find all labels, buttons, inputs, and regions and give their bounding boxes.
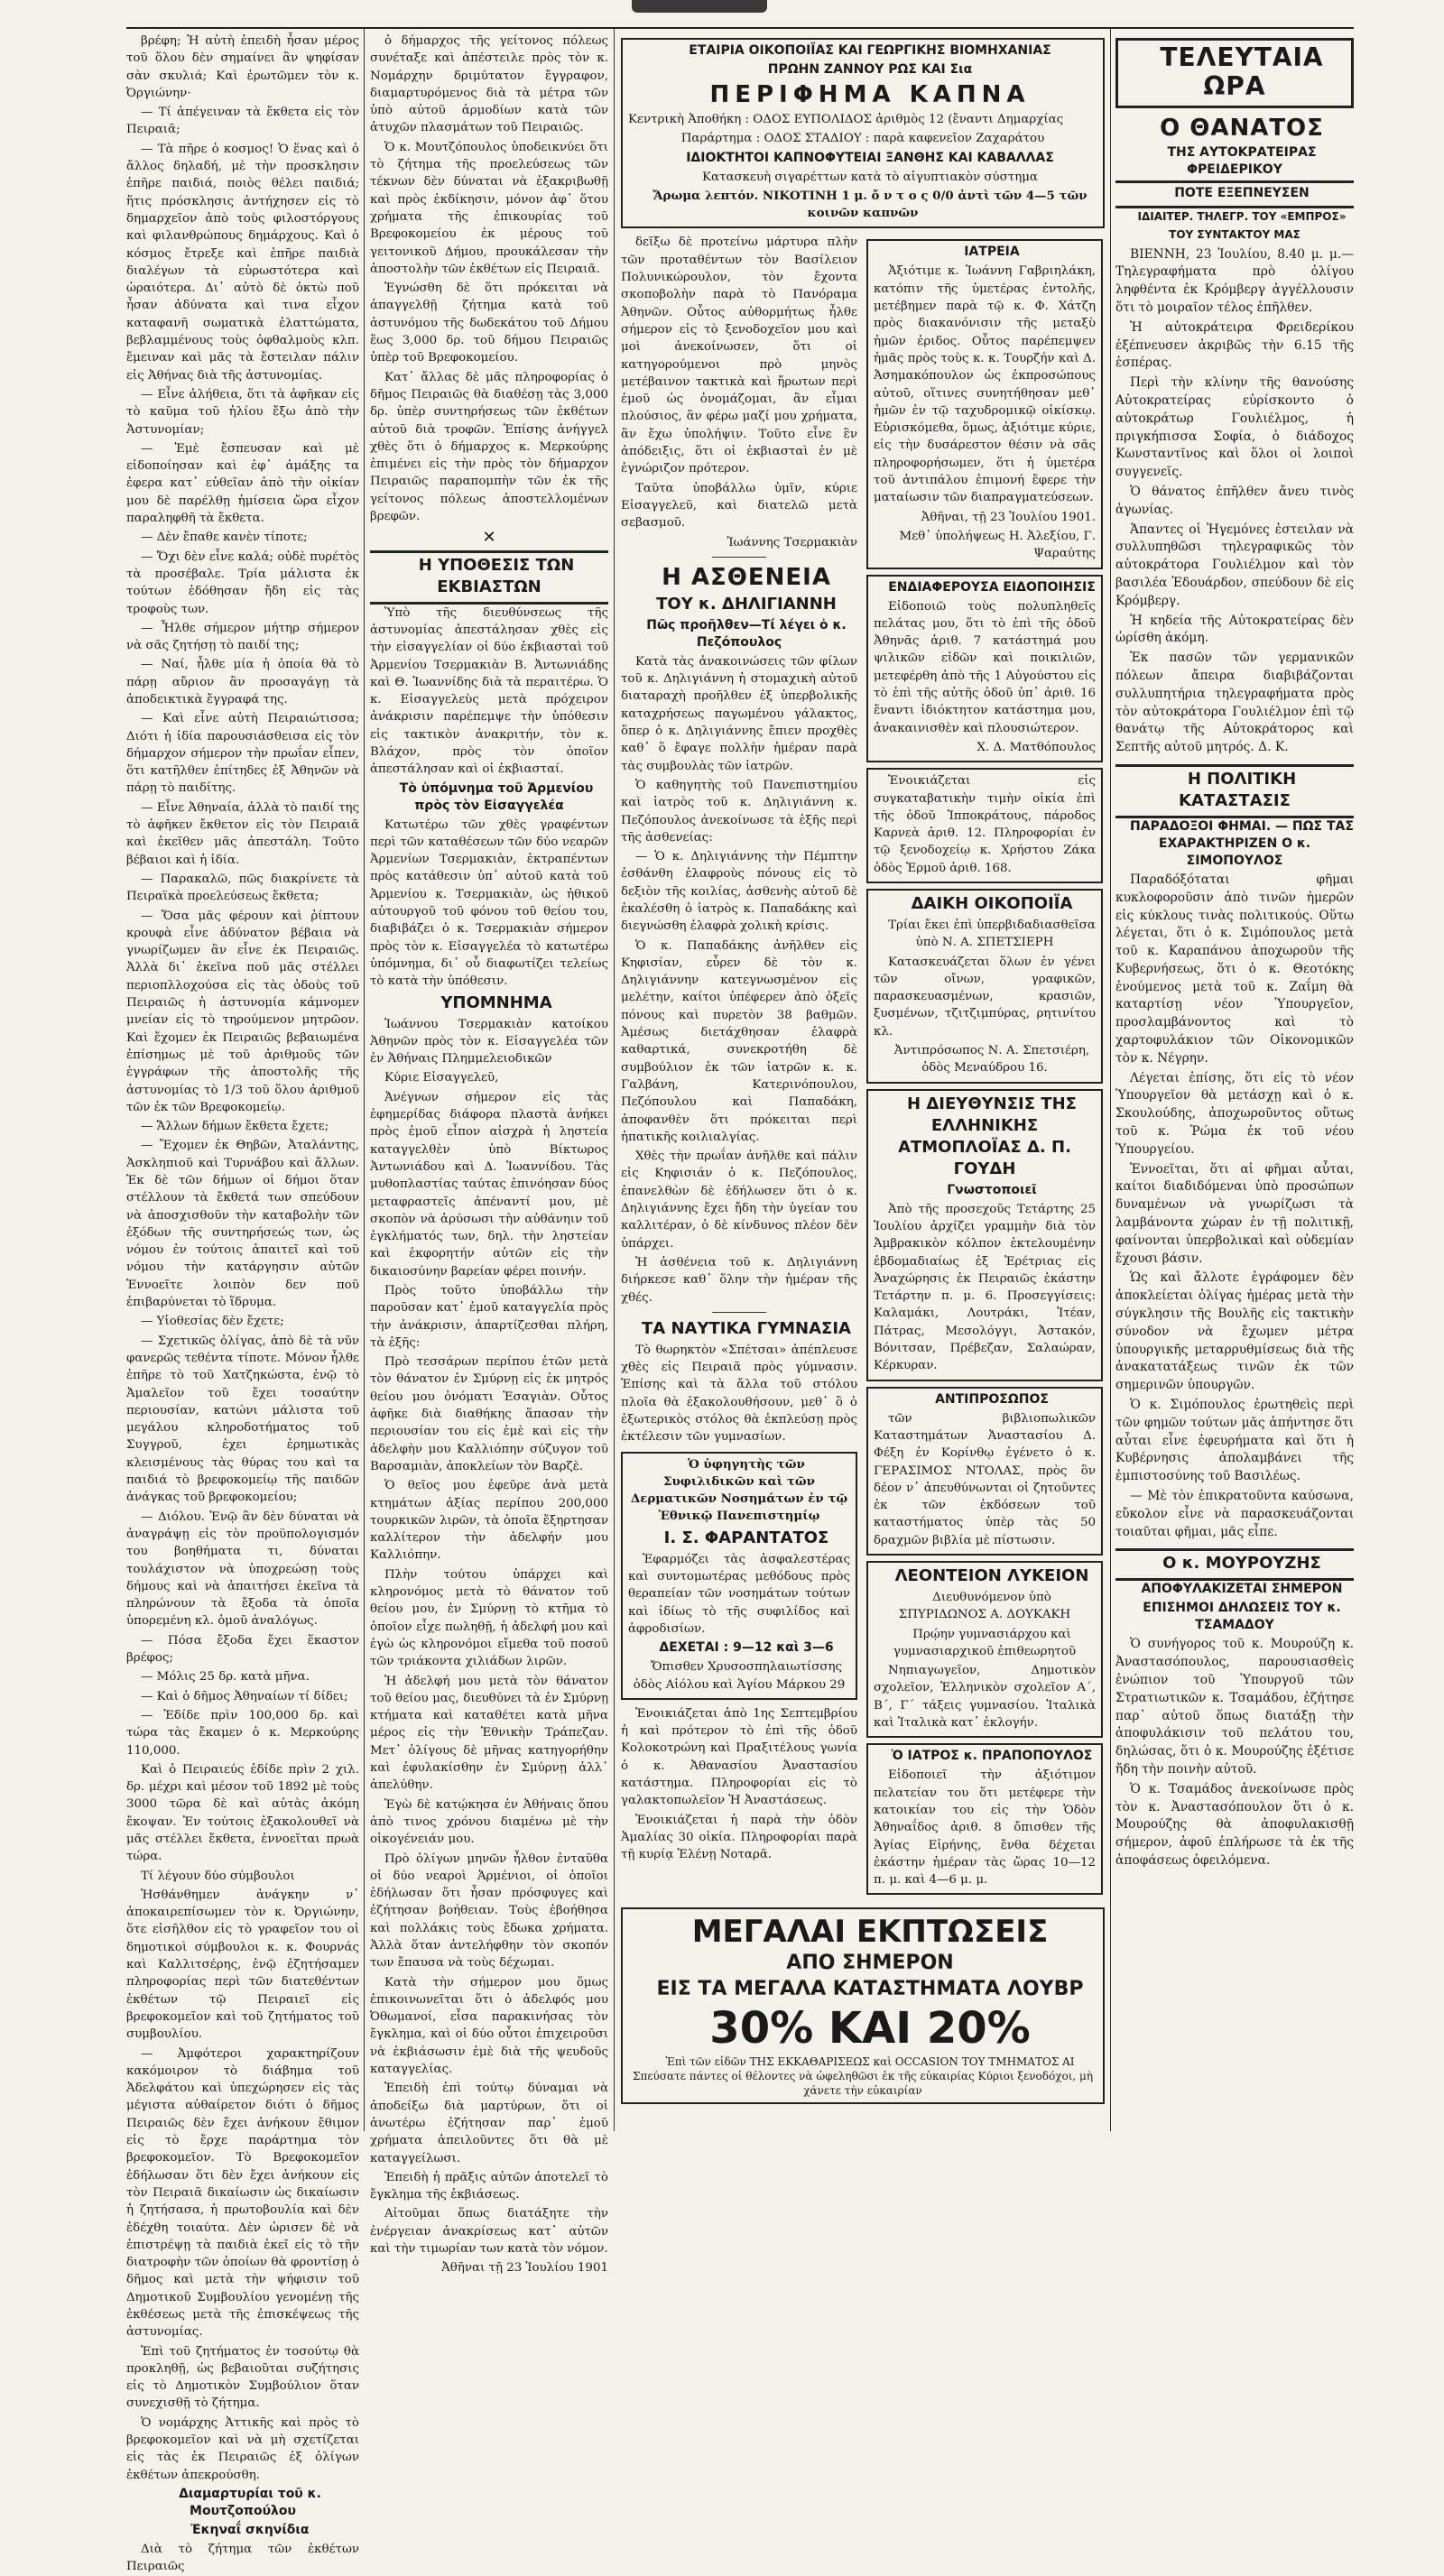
dateline: ΙΔΙΑΙΤΕΡ. ΤΗΛΕΓΡ. ΤΟΥ «ΕΜΠΡΟΣ» ΤΟΥ ΣΥΝΤΑΚΤΟΥ ΜΑΣ (1137, 210, 1347, 241)
article-paragraph: Πρὸς τοῦτο ὑποβάλλω τὴν παροῦσαν κατ᾽ ἐμοῦ καταγγελία πρὸς τὴν ἀνάκρισιν, ἀπαρτίζεσθαι πλήρη, τὰ ἑξῆς: (370, 1284, 608, 1350)
column-rule (614, 29, 615, 2131)
article-paragraph: — Σχετικῶς ὀλίγας, ἀπὸ δὲ τὰ νῦν φανερῶς τεθέντα τίποτε. Μόνον ἦλθε ἐπῆρε τὸ τοῦ Χατζηκώστα, ἐνῷ τὸ Ἀμαλεῖον τοῦ ἔχει τοσαύτην περιουσίαν, κατώνι μάλιστα τοῦ μεγάλου κληροδοτήματος τοῦ Συγγροῦ, ἐχει ἐρημωτικὰς κλεισμένους τὰς θύρας του καὶ τα παιδιά τὸ βρεφοκομείῳ τῆς παιδῶν ἀνάγκας τοῦ βρεφοκομείου; (126, 1334, 359, 1505)
notice-ad (866, 239, 1103, 568)
last-hour-box (1115, 38, 1354, 108)
article-paragraph: Τὸ θωρηκτὸν «Σπέτσαι» ἀπέπλευσε χθὲς εἰς Πειραιᾶ πρὸς γύμνασιν. Ἐπίσης καὶ τὰ ἄλλα τοῦ στόλου πλοῖα θὰ ἐξακολουθήσουν, μεθ᾽ ὃ ὁ ἐξωτερικὸς στόλος θὰ ἐκπλεύσῃ πρὸς ἐκτέλεσιν τῶν γυμνασίων. (621, 1343, 857, 1445)
article-paragraph: Ἁπαντες οἱ Ἡγεμόνες ἐστειλαν νὰ συλλυπηθῶσι τηλεγραφικῶς τὸν αὐτοκράτορα Γουλιέλμον καὶ τὸν βασιλέα Ἐδουάρδον, σπεύδουν δὲ εἰς Κρόμβεργ. (1115, 522, 1354, 608)
ad-text: Ὁ ὑφηγητὴς τῶν Συφιλιδικῶν καὶ τῶν Δερματικῶν Νοσημάτων ἐν τῷ Ἐθνικῷ Πανεπιστημίῳ (630, 1456, 848, 1524)
ad-title: ΛΕΟΝΤΕΙΟΝ ΛΥΚΕΙΟΝ (894, 1566, 1089, 1585)
article-paragraph: Διὰ τὸ ζήτημα τῶν ἐκθέτων Πειραιῶς (126, 2542, 359, 2574)
dateline: Ἀθῆναι τῇ 23 Ἰουλίου 1901 (441, 2261, 608, 2276)
classifieds (621, 1705, 857, 1864)
article-paragraph: — Παρακαλῶ, πῶς διακρίνετε τὰ Πειραϊκὰ προελεύσεως ἔκθετα; (126, 872, 359, 904)
article-subheading: Ἐκηναΐ σκηνίδια (190, 2522, 310, 2537)
article-body (126, 32, 359, 2484)
sub-column-right (866, 234, 1103, 1900)
wine-ad (866, 889, 1103, 1084)
article-paragraph: — Ὄχι δὲν εἶνε καλά; οὐδὲ πυρέτὸς τὰ προσέβαλε. Τρία μάλιστα ἐκ τούτων ἐδόθησαν ἤδη εἰς τὰς τροφοὺς των. (126, 549, 359, 616)
ad-title: ΔΑΙΚΗ ΟΙΚΟΠΟΙΪΑ (911, 893, 1073, 913)
article-paragraph: Ἐνοικιάζεται ἀπὸ 1ης Σεπτεμβρίου ἡ καὶ πρότερον τὸ ἐπὶ τῆς ὁδοῦ Κολοκοτρώνη καὶ Πραξιτέλους γωνία ὁ κ. Ἀθανασίου Ἀναστασίου κατάστημα. Πληροφορίαι εἰς τὸ γαλακτοπωλεῖον Ἡ Ἀναστάσεως. (621, 1706, 857, 1808)
article-paragraph: Πρὸ τεσσάρων περίπου ἐτῶν μετὰ τὸν θάνατον ἐν Σμύρνῃ εἰς ἐκ μητρός θείου μου ὀνόματι Ἐσαγιὰν. Οὗτος ἀφῆκε διὰ διαθήκης ἅπασαν τὴν περιουσίαν του εἰς ἐμὲ καὶ εἰς τὴν ἀδελφὴν μου Καλλιόπην σύζυγον τοῦ Βαρσαμιὰν, ἀποκλείων τὸν Βαρζὲ. (370, 1355, 608, 1473)
dateline: Ἀθῆναι, τῇ 23 Ἰουλίου 1901. (921, 510, 1096, 524)
ad-subtitle: Διευθυνόμενον ὑπὸ ΣΠΥΡΙΔΩΝΟΣ Α. ΔΟΥΚΑΚΗ (898, 1591, 1071, 1622)
article-heading: Διαμαρτυρίαι τοῦ κ. Μουτζοπούλου (179, 2486, 321, 2518)
ad-title: Ὁ ΙΑΤΡΟΣ κ. ΠΡΑΠΟΠΟΥΛΟΣ (891, 1749, 1093, 1764)
article-paragraph: Ἐπειδὴ ἡ πρᾶξις αὐτῶν ἀποτελεῖ τὸ ἔγκλημα τῆς ἐκβιάσεως. (370, 2170, 608, 2202)
bookshop-ad (866, 1387, 1103, 1556)
article-paragraph: Ἐγὼ δὲ κατῴκησα ἐν Ἀθήναις ὅπου ἀπὸ τινος χρόνου διαμένω μὲ τὴν οἰκογένειάν μου. (370, 1797, 608, 1847)
ad-title: ΕΝΔΙΑΦΕΡΟΥΣΑ ΕΙΔΟΠΟΙΗΣΙΣ (888, 579, 1096, 595)
tobacco-ad (621, 38, 1105, 228)
article-paragraph: — Καὶ εἶνε αὐτὴ Πειραιώτισσα; Διότι ἡ ἰδία παρουσιάσθεισα εἰς τὸν δήμαρχον σήμερον τὴν πρωΐαν εἶπεν, ὅτι κατῆλθεν ἐπίτηδες ἐξ Ἀθηνῶν νὰ πάρῃ τὸ παιδίτης. (126, 712, 359, 796)
notice-ad (866, 575, 1103, 763)
signature: Μεθ᾽ ὑπολήψεως Η. Ἀλεξίου, Γ. Ψαραύτης (899, 529, 1096, 561)
article-heading: Η ΠΟΛΙΤΙΚΗ ΚΑΤΑΣΤΑΣΙΣ (1179, 769, 1297, 810)
article-paragraph: Ἐγνώσθη δὲ ὅτι πρόκειται νὰ ἀπαγγελθῇ ζήτημα κατὰ τοῦ ἀστυνόμου τῆς δωδεκάτου τοῦ Δήμου ἕως 3,000 δρ. τοῦ δήμου Πειραιῶς ὑπὲρ τοῦ Βρεφοκομείου. (370, 282, 608, 365)
article-paragraph: — Υἱοθεσίας δὲν ἔχετε; (141, 1315, 284, 1329)
article-paragraph: Ὁ νομάρχης Ἀττικῆς καὶ πρὸς τὸ βρεφοκομεῖον καὶ νὰ μὴ σχετίζεται εἰς τὰς ἐκ Πειραιῶς ἐξ ὀλίγων ἐκθέτων ἀπεκρούσθη. (126, 2415, 359, 2482)
column-3 (621, 32, 1105, 2126)
article-paragraph: Ἡσθάνθημεν ἀνάγκην ν᾽ ἀποκαιρεπίσωμεν τὸν κ. Ὀργιώνην, ὅτε εἰσῆλθον εἰς τὸ γραφεῖον του οἱ δημοτικοὶ σύμβουλοι κ. κ. Φουρνάς καὶ Καλλιτσέρης, ἐνῷ ἐζητήσαμεν πληροφορίας περὶ τῶν διατεθέντων ἐκθέτων τῷ Πειραιεῖ εἰς βρεφοκομεῖον καὶ τοῦ ζητήματος τοῦ συμβουλίου. (126, 1888, 359, 2042)
ad-hours: ΔΕΧΕΤΑΙ : 9—12 καὶ 3—6 (659, 1640, 834, 1656)
article-paragraph: Αἰτοῦμαι ὅπως διατάξητε τὴν ἐνέργειαν ἀνακρίσεως κατ᾽ αὐτῶν καὶ τὴν τιμωρίαν των κατὰ τὸν νόμον. (370, 2207, 608, 2257)
column-rule (1110, 29, 1111, 2131)
article-subheading: ΕΠΙΣΗΜΟΙ ΔΗΛΩΣΕΙΣ ΤΟΥ κ. ΤΣΑΜΑΔΟΥ (1143, 1601, 1341, 1633)
ad-title: Η ΔΙΕΥΘΥΝΣΙΣ ΤΗΣ ΕΛΛΗΝΙΚΗΣ ΑΤΜΟΠΛΟΪΑΣ Δ. Π. ΓΟΥΔΗ (898, 1094, 1077, 1178)
article-paragraph: Τί λέγουν δύο σύμβουλοι (141, 1869, 295, 1883)
ad-title: ΑΝΤΙΠΡΟΣΩΠΟΣ (935, 1391, 1049, 1407)
article-paragraph: Περὶ τὴν κλίνην τῆς θανούσης Αὐτοκρατείρας εὑρίσκοντο ὁ αὐτοκράτωρ Γουλιέλμος, ἡ πριγκήπισσα Σοφία, ὁ διάδοχος Κωνσταντῖνος καὶ ὅλοι οἱ λοιποὶ συγγενεῖς. (1115, 375, 1354, 480)
article-paragraph: — Ἔχομεν ἐκ Θηβῶν, Ἀταλάντης, Ἀσκληπιοῦ καὶ Τυρνάβου καὶ ἄλλων. Ἐκ δὲ τῶν δήμων οἱ δήμοι ὅταν στέλλουν τὰ ἔκθετά των σπεύδουν νὰ ἀποσχισθοῦν τὴν καταβολὴν τῶν ἐξόδων τῆς συντηρήσεώς των, ὡς νόμου ἐν τούτοις ἀπαιτεῖ καὶ τοῦ νόμου τὴν κατάργησιν αὐτῶν Ἐννοεῖτε λοιπὸν δεν ποῦ ἐπιβαρύνεται τὸ ἵδρυμα. (126, 1139, 359, 1310)
article-paragraph: — Διόλου. Ἐνῷ ἂν δὲν δύναται νὰ ἀναγράψῃ εἰς τὸν προϋπολογισμόν του βοηθήματα τι, δύναται τουλάχιστον νὰ ὑποχρεώσῃ τοὺς δήμους καὶ νὰ ἀπαιτήσει ἐκεῖνα τὰ πληρώνουν τὰ ἔξοδα τὰ ὁποῖα ὑπορεμένη κλ. ὁμοῦ ἀναλόγως. (126, 1510, 359, 1629)
article-paragraph: — Ἄλλων δήμων ἔκθετα ἔχετε; (141, 1120, 329, 1134)
article-heading: ΥΠΟΜΝΗΜΑ (440, 993, 552, 1012)
article-body (370, 32, 608, 525)
top-rule (126, 27, 1354, 29)
separator (712, 1312, 766, 1313)
article-heading: ΤΟΥ κ. ΔΗΛΙΓΙΑΝΝΗ (656, 594, 837, 614)
article-paragraph: — Ὁ κ. Δηλιγιάννης τὴν Πέμπτην ἐσθάνθη ἐλαφροὺς πόνους εἰς τὸ δεξιὸν τῆς κοιλίας, ἀσθενὴς αὐτοῦ δὲ ἐκαλέσθη ὁ ἰατρὸς κ. Παπαδάκης καὶ διεγνώσθη ἐλαφρὰ χολικὴ κρίσις. (621, 850, 857, 934)
article-paragraph: Κατωτέρω τῶν χθὲς γραφέντων περὶ τῶν καταθέσεων τῶν δύο νεαρῶν Ἀρμενίων Τσερμακιὰν, ἐκτραπέντων πρὸς κατάθεσιν ὑπ᾽ αὐτοῦ κατὰ τοῦ Ἀρμενίου κ. Τσερμακιὰν, ὡς ἠθικοῦ αὐτουργοῦ τοῦ φόνου τοῦ θείου του, διαβιβάζει ὁ κ. Τσερμακιὰν σήμερον πρὸς τὸν κ. Εἰσαγγελέα τὸ κατωτέρω ὑπόμνημα, δι᾽ οὗ διαφωτίζει τελείως τὸ κατὰ τὴν ὑπόθεσιν. (370, 817, 608, 989)
article-heading: Ο κ. ΜΟΥΡΟΥΖΗΣ (1162, 1554, 1321, 1574)
article-body (370, 605, 608, 779)
separator-ornament: ✕ (482, 528, 496, 548)
article-paragraph: — Πόσα ἔξοδα ἔχει ἕκαστον βρέφος; (126, 1633, 359, 1666)
ad-title: ΙΑΤΡΕΙΑ (964, 245, 1020, 260)
article-paragraph: Ἐπὶ τοῦ ζητήματος ἐν τοσούτῳ θὰ προκληθῇ, ὡς βεβαιοῦται συζήτησις εἰς τὸ Δημοτικὸν Συμβούλιον ὅταν συνεχισθῇ τὸ ζήτημα. (126, 2344, 359, 2411)
article-paragraph: — Μὲ τὸν ἐπικρατοῦντα καύσωνα, εὔκολον εἶνε νὰ παρασκευάζονται τοιαῦται φῆμαι, μᾶς εἶπε. (1115, 1489, 1354, 1539)
ad-text: Τρίαι ἔκει ἐπὶ ὑπερβιδαδιασθεῖσα ὑπὸ Ν. Α. ΣΠΕΤΣΙΕΡΗ (888, 918, 1096, 950)
article-body (370, 817, 608, 991)
article-paragraph: Ἀνέγνων σήμερον εἰς τὰς ἐφημερίδας διάφορα πλαστὰ ἀνήκει πρὸς ἐμοῦ εἶπον αἰσχρὰ ἡ ληστεία καταγγελθὲν ὑπὸ Βίκτωρος Ἀντωνιάδου καὶ Δ. Ἰωαννίδου. Τὰς μυθοπλαστίας ταύτας ἐπινόησαν δύος μεταφραστεῖς ἀπέναντί μου, μὲ σκοπὸν νὰ ἀρύσωσι τὴν αὐθάνηιν τοῦ ἐγκλήματός των, δηλ. τὴν ληστείαν καὶ ἐκφορητήν αὐτῶν εἰς τὴν δικαιοσύνην βαρείαν φέρει ποινήν. (370, 1090, 608, 1279)
article-paragraph: Ἡ αὐτοκράτειρα Φρειδερίκου ἐξέπνευσεν ἀκριβῶς τὴν 6.15 τῆς ἑσπέρας. (1115, 319, 1354, 371)
article-heading: Η ΑΣΘΕΝΕΙΑ (662, 563, 831, 591)
article-paragraph: — Ὅσα μᾶς φέρουν καὶ ῥίπτουν κρουφὰ εἶνε ἀδύνατον βέβαια νὰ γνωρίζωμεν ἂν εἶνε ἐκ Πειραιῶς. Ἀλλὰ δι᾽ ἐκεῖνα ποῦ μᾶς στέλλει περιοπλλοχούσα εἰς τὰς ὁδοὺς τοῦ Πειραιῶς ἡ ἀστυνομία κάμνομεν μνείαν εἰς τὸ τηρούμενον μητρῶον. Καὶ ἔχομεν ἐκ Πειραιῶς βεβαιωμένα ἐπίσημως μὲ τοῦ ἀριθμοῦς τῶν ἐγγράφων τῆς ἀποστολῆς τῆς ἀστυνομίας τὸ 1/3 τοῦ ὅλου ἀριθμοῦ τῶν ἐκ τῶν Βρεφοκομείῳ. (126, 909, 359, 1114)
article-paragraph: Ἡ ἀδελφή μου μετὰ τὸν θάνατον τοῦ θείου μας, διευθύνει τὰ ἐν Σμύρνῃ κτήματα καὶ καταθέτει κατὰ μῆνα μέρος εἰς τὴν Ἐθνικὴν Τράπεζαν. Μετ᾽ ὀλίγους δὲ μῆνας κατηγορήθην καὶ ἐφυλακίσθην ἐν Σμύρνῃ ἀλλ᾽ ἀπελύθην. (370, 1674, 608, 1793)
ad-company-sub: ΠΡΩΗΝ ΖΑΝΝΟΥ ΡΩΣ ΚΑΙ Σια (767, 62, 973, 77)
ad-text: Ἀπὸ τῆς προσεχοῦς Τετάρτης 25 Ἰουλίου ἀρχίζει γραμμὴν διὰ τὸν Ἀμβρακικὸν κόλπον ἐκτελουμένην ἑβδομαδιαίως ἐξ Ἐρέτριας εἰς Ἀναχώρησις ἐκ Πειραιῶς ἑκάστην Τετάρτην π. μ. 6. Προσεγγίσεις: Καλαμάκι, Λουτράκι, Ἰτέαν, Πάτρας, Μεσολόγγι, Ἀστακόν, Βόνιτσαν, Πρέβεζαν, Σαλαώραν, Κέρκυραν. (874, 1202, 1096, 1373)
ad-text: Νηπιαγωγεῖον, Δημοτικὸν σχολεῖον, Ἑλληνικὸν σχολεῖον Α΄, Β΄, Γ΄ τάξεις γυμνασίου. Ἰταλικὰ καὶ Ἰταλικὰ κατ᾽ ἐκλογήν. (874, 1664, 1096, 1731)
article-paragraph: Ὁ συνήγορος τοῦ κ. Μουρούζη κ. Ἀναστασόπουλος, παρουσιασθεὶς ἐνώπιον τοῦ Ὑπουργοῦ τῶν Στρατιωτικῶν κ. Τσαμάδου, ἐζήτησε παρ᾽ αὐτοῦ ὅπως διατάξῃ τὴν ἀποφυλάκισιν τοῦ πελάτου του, δηλώσας, ὅτι ὁ κ. Μουρούζης ἐξέτισε ἤδη τὴν ποινὴν αὐτοῦ. (1115, 1637, 1354, 1777)
article-paragraph: Ὁ κ. Σιμόπουλος ἐρωτηθεὶς περὶ τῶν φημῶν τούτων μᾶς ἀπήντησε ὅτι αὗται εἶνε ἐφευρήματα καὶ ὅτι ἡ Κυβέρνησις ἀπολαμβάνει τῆς ἐμπιστοσύνης τοῦ Βασιλέως. (1115, 1398, 1354, 1484)
article-paragraph: Πλὴν τούτου ὑπάρχει καὶ κληρονόμος μετὰ τὸ θάνατον τοῦ θείου μου, ἐν Σμύρνῃ τὸ κτῆμα τὸ ὁποῖον εἶχε πωληθῇ, ἡ ἀδελφή μου καὶ ἐγὼ ὡς κληρονόμοι εἴμεθα τοῦ ποσοῦ τῶν τριάκοντα χιλιάδων λιρῶν. (370, 1567, 608, 1669)
article-subheading: ΑΠΟΦΥΛΑΚΙΖΕΤΑΙ ΣΗΜΕΡΟΝ (1141, 1582, 1343, 1597)
article-paragraph: Ὁ θάνατος ἐπῆλθεν ἄνευ τινὸς ἀγωνίας. (1115, 484, 1354, 517)
article-paragraph: Ὁ θεῖος μου ἐφεῦρε ἀνὰ μετὰ κτημάτων ἀξίας περίπου 200,000 τουρκικῶν λιρῶν, τὰ ὁποῖα ἔξηρτησαν καλλίτερον τὴν ἀδελφήν μου Καλλιόπην. (370, 1479, 608, 1563)
ad-text: Κατασκευάζεται ὅλων ἐν γένει τῶν οἴνων, γραφικῶν, παρασκευασμένων, κρασιῶν, ξυσμένων, τζιτζιμπύρας, ρητινίτου κλ. (874, 955, 1096, 1039)
shipping-ad (866, 1089, 1103, 1381)
doctor-ad (621, 1452, 857, 1700)
article-body (370, 1016, 608, 2258)
louvre-sale-ad (621, 1907, 1105, 2104)
ad-address: Ἀντιπρόσωπος Ν. Α. Σπετσιέρη, ὁδὸς Μεναύδρου 16. (893, 1044, 1090, 1076)
article-paragraph: — Εἶνε Ἀθηναία, ἀλλὰ τὸ παιδί της τὸ ἀφῆκεν ἔκθετον εἰς τὸν Πειραιᾶ καὶ ἐκεῖθεν μᾶς ἀπεστάλη. Τοῦτο βέβαιοι καὶ ἡ ἰδία. (126, 800, 359, 867)
ad-text: Ἐπὶ τῶν εἰδῶν ΤΗΣ ΕΚΚΑΘΑΡΙΣΕΩΣ καὶ OCCASION ΤΟΥ ΤΜΗΜΑΤΟΣ ΑΙ Σπεύσατε πάντες οἱ θέλοντες νὰ ὠφεληθῶσι ἐκ τῆς εὐκαιρίας Κύριοι ξενοδόχοι, μὴ χάνετε τὴν εὐκαιρίαν (632, 2055, 1094, 2098)
sub-column-left (621, 234, 857, 1900)
article-heading: Η ΥΠΟΘΕΣΙΣ ΤΩΝ ΕΚΒΙΑΣΤΩΝ (418, 555, 575, 596)
article-heading: Ο ΘΑΝΑΤΟΣ (1160, 115, 1324, 142)
article-subheading: ΠΟΤΕ ΕΞΕΠΝΕΥΣΕΝ (1174, 186, 1310, 200)
ad-text: Κατασκευὴ σιγαρέττων κατὰ τὸ αἰγυπτιακὸν σύστημα (702, 170, 1038, 184)
article-paragraph: Κατὰ τὰς ἀνακοινώσεις τῶν φίλων τοῦ κ. Δηλιγιάννη ἡ στομαχικὴ αὐτοῦ διαταραχὴ προῆλθεν ἐξ ὑπερβολικῆς καταχρήσεως παγωμένου γάλακτος, ὅπερ ὁ κ. Δηλιγιάννης ἔπιεν προχθὲς καθ᾽ ὃ ἔφαγε πολλὴν ἡμέραν παρὰ τὰς συμβουλὰς τῶν ἰατρῶν. (621, 654, 857, 773)
article-paragraph: Ἐπειδὴ ἐπὶ τούτῳ δύναμαι νὰ ἀποδείξω διὰ μαρτύρων, ὅτι οἱ ἀνωτέρω ἐζήτησαν παρ᾽ ἐμοῦ χρήματα ἀπειλοῦντες ὅτι θὰ μὲ καταγγείλωσι. (370, 2082, 608, 2165)
article-body (1115, 246, 1354, 757)
separator (712, 557, 766, 558)
ad-title: Ι. Σ. ΦΑΡΑΝΤΑΤΟΣ (663, 1528, 829, 1547)
ad-text: Ἐφαρμόζει τὰς ἀσφαλεστέρας καὶ συντομωτέρας μεθόδους πρὸς θεραπείαν τῶν νοσημάτων τούτων καὶ ἰδίως τὸ τῆς συφιλίδος καὶ ἀφροδισίων. (628, 1552, 850, 1636)
article-paragraph: Ἐνοικιάζεται ἡ παρὰ τὴν ὁδὸν Ἀμαλίας 30 οἰκία. Πληροφορίαι παρὰ τῇ κυρίᾳ Ἑλένῃ Νοταρᾶ. (621, 1813, 857, 1862)
article-paragraph: ὁ δήμαρχος τῆς γείτονος πόλεως συνέταξε καὶ ἀπέστειλε πρὸς τὸν κ. Νομάρχην δριμύτατον ἔγγραφον, διαμαρτυρόμενος διὰ τὰ μέτρα τῶν ὑπὸ αὐτοῦ ἁρμοδίων κατὰ τῶν ἀτυχῶν πλασμάτων τοῦ Πειραιῶς. (370, 34, 608, 135)
article-body (621, 653, 857, 1306)
article-paragraph: βρέφη; Ἡ αὐτὴ ἐπειδὴ ἦσαν μέρος τοῦ ὅλου δὲν σημαίνει ἂν ψηφίσαν σὰν σκυλιά; Καὶ ἐρωτῶμεν τὸν κ. Ὀργιώνην· (126, 34, 359, 100)
ad-text: Ἐνοικιάζεται εἰς συγκαταβατικὴν τιμὴν οἰκία ἐπὶ τῆς ὁδοῦ Ἱπποκράτους, πάροδος Καρνεὰ ἀριθ. 12. Πληροφορίαι ἐν τῷ ξενοδοχείῳ κ. Χρήστου Ζάκα ὁδὸς Ἑρμοῦ ἀριθ. 168. (874, 774, 1096, 875)
article-paragraph: Ἐννοεῖται, ὅτι αἱ φῆμαι αὗται, καίτοι διαδιδόμεναι ὑπὸ προσώπων δυναμένων νὰ γνωρίζωσι τὰ λαμβάνοντα χώραν ἐν τῇ πολιτικῇ, φαίνονται ὑπερβολικαὶ καὶ οὐδεμίαν ἔχουσι βάσιν. (1115, 1161, 1354, 1266)
article-paragraph: — Ἦλθε σήμερον μήτηρ σήμερον νὰ σᾶς ζητήσῃ τὸ παιδί της; (126, 621, 359, 653)
section-title: ΤΕΛΕΥΤΑΙΑ ΩΡΑ (1160, 42, 1324, 101)
ad-subtitle: ΑΠΟ ΣΗΜΕΡΟΝ (786, 1952, 954, 1975)
article-paragraph: Ὑπὸ τῆς διευθύνσεως τῆς ἀστυνομίας ἀπεστάλησαν χθὲς εἰς τὴν εἰσαγγελίαν οἱ δύο ἐκβιασταὶ τοῦ Ἀρμενίου Τσερμακιὰν Β. Ἀντωνιάδης καὶ Θ. Ἰωαννίδης διὰ τὰ περαιτέρω. Ὁ κ. Εἰσαγγελεὺς μετὰ πρόχειρον ἀνάκρισιν παρέπεμψε τὴν ὑπόθεσιν εἰς τακτικὸν ἀνακριτήν, τὸν κ. Βλάχον, πρὸς τὸν ὁποῖον ἀπεστάλησαν καὶ οἱ ἐκβιασταί. (370, 605, 608, 777)
article-paragraph: — Ἐμὲ ἔσπευσαν καὶ μὲ εἰδοποίησαν καὶ ἐφ᾽ ἁμάξης τα ἐφερα κατ᾽ εὐθεῖαν ἀπὸ τὴν οἰκίαν μου δὲ παρέλθῃ ἡμίσεια ὥρα εἶχον παραληφθῆ τὰ ἔκθετα. (126, 441, 359, 526)
article-paragraph: Ὁ κ. Παπαδάκης ἀνῆλθεν εἰς Κηφισίαν, εὗρεν δὲ τὸν κ. Δηλιγιάννην κατεγνωσμένον εἰς μελέτην, καίτοι ὑπέφερεν ἀπὸ ὀξεῖς πόνους καὶ πυρετὸν 38 βαθμῶν. Ἀμέσως διετάχθησαν ἐλαφρὰ καθαρτικά, συνεκροτήθη δὲ συμβούλιον ἐκ τῶν ἰατρῶν κ. κ. Γαλβάνη, Κατερινόπουλου, Πεζόπουλου καὶ Παπαδάκη, ἀποφανθὲν ὅτι πρόκειται περὶ ἡπατικῆς κοιλιαλγίας. (621, 938, 857, 1144)
article-paragraph: — Εἶνε ἀλήθεια, ὅτι τὰ ἀφῆκαν εἰς τὸ καῦμα τοῦ ἡλίου ἔξω ἀπὸ τὴν Ἀστυνομίαν; (126, 387, 359, 437)
article-paragraph: Ἰωάννου Τσερμακιὰν κατοίκου Ἀθηνῶν πρὸς τὸν κ. Εἰσαγγελέα τῶν ἐν Ἀθήναις Πλημμελειοδικῶν (370, 1017, 608, 1066)
doctor-ad (866, 1743, 1103, 1895)
article-paragraph: Ὡς καὶ ἄλλοτε ἐγράφομεν δὲν ἀποκλείεται ὀλίγας ἡμέρας μετὰ τὴν σύγκλησιν τῆς Βουλῆς εἰς τακτικὴν σύνοδον νὰ ἔχωμεν μέτρα ὑπουργικῆς μεταρρυθμίσεως διὰ τῆς ἀνακατατάξεως τινῶν ἐκ τῶν σημερινῶν ὑπουργῶν. (1115, 1270, 1354, 1393)
article-paragraph: ΒΙΕΝΝΗ, 23 Ἰουλίου, 8.40 μ. μ.—Τηλεγραφήματα πρὸ ὀλίγου ληφθέντα ἐκ Κρόμβεργ ἀγγέλλουσιν ὅτι τὸ μοιραῖον τέλος ἐπῆλθεν. (1115, 246, 1354, 315)
ad-text: ΙΔΙΟΚΤΗΤΟΙ ΚΑΠΝΟΦΥΤΕΙΑΙ ΞΑΝΘΗΣ ΚΑΙ ΚΑΒΑΛΛΑΣ (686, 150, 1054, 165)
ad-title: ΠΕΡΙΦΗΜΑ ΚΑΠΝΑ (709, 81, 1031, 108)
article-paragraph: — Δὲν ἔπαθε κανὲν τίποτε; (141, 531, 308, 545)
ad-subtitle: Γνωστοποιεῖ (947, 1182, 1037, 1197)
school-ad (866, 1561, 1103, 1738)
article-paragraph: Κύριε Εἰσαγγελεῦ, (384, 1071, 499, 1085)
rent-ad (866, 768, 1103, 883)
article-paragraph: Ἡ κηδεία τῆς Αὐτοκρατείρας δὲν ὡρίσθη ἀκόμη. (1115, 613, 1354, 646)
ad-title: ΜΕΓΑΛΑΙ ΕΚΠΤΩΣΕΙΣ (691, 1914, 1049, 1951)
article-paragraph: — Ναί, ἦλθε μία ἡ ὁποία θὰ τὸ πάρῃ αὔριον ἂν προσαγάγῃ τὰ ἀποδεικτικὰ ἔγγραφά της. (126, 658, 359, 706)
article-paragraph: Καὶ ὁ Πειραιεύς ἐδίδε πρὶν 2 χιλ. δρ. μέχρι καὶ μέσον τοῦ 1892 μὲ τοὺς 3000 τῶρα δὲ καὶ αὐτὰς ἀκόμη ἔκοψαν. Ἐν τούτοις ἐξακολουθεῖ νὰ μᾶς στέλλει ἔκθετα, ἐννοεῖται πρωὰ τώρα. (126, 1762, 359, 1864)
article-paragraph: Πρὸ ὀλίγων μηνῶν ἦλθον ἐνταῦθα οἱ δύο νεαροὶ Ἀρμένιοι, οἱ ὁποῖοι ἐδήλωσαν ὅτι ἦσαν πρόσφυγες καὶ ἐζήτησαν βοήθειαν. Τοὺς ἐβοήθησα καὶ πολλάκις τοὺς ἔδωκα χρήματα. Ἀλλὰ ὅταν ἀντελήφθην τὸν σκοπόν των ἔπαυσα νὰ τοὺς δέχωμαι. (370, 1851, 608, 1971)
article-body (1115, 872, 1354, 1541)
ad-address: Ὄπισθεν Χρυσοσπηλαιωτίσσης ὁδὸς Αἰόλου καὶ Ἁγίου Μάρκου 29 (633, 1660, 846, 1692)
article-paragraph: Κατ᾽ ἄλλας δὲ μᾶς πληροφορίας ὁ δῆμος Πειραιῶς θὰ διαθέσῃ τὰς 3,000 δρ. ὑπὲρ συντηρήσεως τῶν ἐκθέτων αὐτοῦ διὰ τροφῶν. Ἐπίσης ἀνήγγελ χθὲς ὅτι ὁ δήμαρχος κ. Μερκούρης ἐπιμένει εἰς τὴν πρὸς τὸν δήμαρχον Πειραιῶς παραπομπὴν τῶν ἐκ τῆς γείτονος πόλεως ἀποστελλομένων βρεφῶν. (370, 370, 608, 524)
article-paragraph: Λέγεται ἐπίσης, ὅτι εἰς τὸ νέον Ὑπουργεῖον θὰ μετάσχῃ καὶ ὁ κ. Σκουλούδης, ἀποχωροῦντος οὕτως τοῦ κ. Ῥώμα ἐκ τοῦ νέου Ὑπουργείου. (1115, 1070, 1354, 1157)
article-subheading: Τὸ ὑπόμνημα τοῦ Ἀρμενίου πρὸς τὸν Εἰσαγγελέα (399, 780, 594, 813)
article-paragraph: — Ἀμφότεροι χαρακτηρίζουν κακόμοιρον τὸ διάβημα τοῦ Ἀδελφάτου καὶ ὑπεχώρησεν εἰς τὰς μέγιστα αὐθαίρετον διότι ὁ δῆμος Πειραιῶς δὲν ἔχει ἀνήκουν ἔθιμον εἰς τὸ ἔρχε παράρτημα τὸν βρεφοκομεῖον. Τὸ Βρεφοκομεῖον ἐδήλωσαν ὅτι δὲν ἔχει ἀνήκουν εἰς τὸν Πειραιᾶ δικαίωσιν ὡς δικαίωσιν ἡ ζητήσασα, ἡ πρωτοβουλία καὶ δὲν ἐδέχθη τοιαύτα. Δὲν ὡρισεν δὲ νὰ ἐπιστρέψῃ τὰ παιδιὰ ἐκεῖ εἰς τὸ τῆν διατροφὴν τῶν ὁποίων θὰ φροντίσῃ ὁ δῆμος καὶ μετὰ τὴν ψήφισιν τοῦ Δημοτικοῦ Συμβουλίου γενομένῃ τῆς ἐκθέσεως μετὰ τῆς ἐπισκέψεως τῆς ἀστυνομίας. (126, 2046, 359, 2340)
article-paragraph: Ἡ ἀσθένεια τοῦ κ. Δηλιγιάννη διήρκεσε καθ᾽ ὅλην τὴν ἡμέραν τῆς χθές. (621, 1255, 857, 1305)
article-paragraph: δεῖξω δὲ προτείνω μάρτυρα πλὴν τῶν προταθέντων τὸν Βασίλειον Πολυνικώρουλον, τὸν ἔχοντα σκοποβολὴν παρὰ τὸ Πανόραμα Ἀθηνῶν. Οὗτος αὐθορμήτως ἦλθε σήμερον εἰς τὸ ξενοδοχεῖον μου καὶ μοὶ ἀνεκοίνωσεν, ὅτι οἱ κατηγορούμενοι πρὸ μηνὸς μετέβαινον τακτικὰ καὶ ἤρωτων περὶ ἐμοῦ ὡς ὀνομάζομαι, ἂν εἶμαι πλούσιος, ἂν φέρω μαζί μου χρήματα, ἂν ἔχω ὑπολήψιν. Τοῦτο εἶνε ἓν ἀπόδειξις, ὅτι οἱ ἐκβιασταὶ ἐν μὲ ἐγνώριζον πρότερον. (621, 235, 857, 476)
ad-text: Εἰδοποιῶ τοὺς πολυπληθεῖς πελάτας μου, ὅτι τὸ ἐπὶ τῆς ὁδοῦ Ἀθηνᾶς ἀριθ. 7 κατάστημά μου ψιλικῶν εἰδῶν καὶ ποικιλιῶν, μετεφέρθη ἀπὸ τῆς 1 Αὐγούστου εἰς τὸ ἐπὶ τῆς αὐτῆς ὁδοῦ ὑπ᾽ ἀριθ. 16 ἔναντι ἰδιόκτητον κατάστημα μου, ἀνακαινισθὲν καὶ πλουσιώτερον. (874, 599, 1096, 735)
ad-discount: 30% ΚΑΙ 20% (709, 2003, 1031, 2054)
article-body (1115, 1636, 1354, 1870)
article-paragraph: — Τὰ πῆρε ὁ κοσμος! Ὁ ἕνας καὶ ὁ ἄλλος δηλαδή, μὲ τὴν προσκλησιν ἐπῆρε παιδιά, ποιὸς θέλει παιδιά; ἥτις πρόσκλησις ἀντήχησεν εἰς τὸ δημαρχεῖον ἀπὸ τοὺς φιλοστόργους καὶ φιλανθρώπους δημάρχους. Καὶ ὁ κόσμος ἔτρεξε καὶ ἐπῆρε παιδιὰ διαλέγων τὰ εὐρωστότερα καὶ ὡραιότερα. Δι᾽ αὐτὸ δὲ ὀκτὼ ποῦ ἦσαν ἀδύνατα καὶ τινα εἶχον καταφανῆ σωματικὰ ἐλαττώματα, βεβλαμμένους τοὺς ὀφθαλμοὺς κλπ. ἔμειναν καὶ μᾶς τὰ ἔστειλαν πάλιν εἰς Ἀθήνας διὰ τῆς ἀστυνομίας. (126, 142, 359, 383)
article-paragraph: Ὁ κ. Μουτζόπουλος ὑποδεικνύει ὅτι τὸ ζήτημα τῆς προελεύσεως τῶν τέκνων δὲν δύναται νὰ ἐξακριβωθῇ καὶ πρὸς ἐκδίκησιν, μόνον ἀφ᾽ ὅτου χρήματα τῆς ἐπικουρίας τοῦ Βρεφοκομείου ἐκ μέρους τοῦ γειτονικοῦ Δήμου, προυκάλεσαν τὴν ἀποστολὴν τῶν ἐκθέτων εἰς Πειραιᾶ. (370, 140, 608, 276)
article-paragraph: — Καὶ ὁ δῆμος Ἀθηναίων τί δίδει; (141, 1689, 348, 1703)
article-paragraph: Χθὲς τὴν πρωΐαν ἀνῆλθε καὶ πάλιν εἰς Κηφισιάν ὁ κ. Πεζόπουλος, ἐπανελθὼν δὲ ἐδήλωσεν ὅτι ὁ κ. Δηλιγιάννης ἔχει ἤδη τὴν ὑγείαν του καλλιτέραν, ὁ δὲ κίνδυνος πλέον δὲν ὑπάρχει. (621, 1150, 857, 1251)
article-paragraph: Ὁ καθηγητὴς τοῦ Πανεπιστημίου καὶ ἰατρὸς τοῦ κ. Δηλιγιάννη κ. Πεζόπουλος ἀνεκοίνωσε τὰ ἑξῆς περὶ τῆς ἀσθενείας: (621, 778, 857, 845)
column-2 (370, 32, 608, 2276)
article-heading: ΤΑ ΝΑΥΤΙΚΑ ΓΥΜΝΑΣΙΑ (642, 1318, 851, 1338)
article-paragraph: Κατὰ τὴν σήμερον μου ὅμως ἐπικοινωνεῖται ὅτι ὁ ἀδελφός μου Ὀθωμανοί, εἶσα παρακινήσας τὸν ἔγκλημα, καὶ οἱ δύο οὗτοι ἐπιχειροῦσι νὰ ἐκβιάσωσιν ἐμὲ διὰ τῆς ψευδοῦς καταγγελίας. (370, 1975, 608, 2077)
article-paragraph: Ταῦτα ὑποβάλλω ὑμῖν, κύριε Εἰσαγγελεῦ, καὶ διατελῶ μετὰ σεβασμοῦ. (621, 481, 857, 531)
signature: Ἰωάννης Τσερμακιὰν (727, 535, 857, 549)
article-paragraph: Ἐκ πασῶν τῶν γερμανικῶν πόλεων ἄπειρα διαβιβάζονται συλλυπητήρια τηλεγραφήματα πρὸς τὸν αὐτοκράτορα Γουλιέλμον ἐπὶ τῷ θανάτῳ τῆς Αὐτοκράτορος καὶ Σεπτῆς αὐτοῦ μητρός. Δ. Κ. (1115, 651, 1354, 755)
column-1 (126, 32, 359, 2574)
ad-text: ΕΙΣ ΤΑ ΜΕΓΑΛΑ ΚΑΤΑΣΤΗΜΑΤΑ ΛΟΥΒΡ (656, 1978, 1084, 2001)
article-heading: ΤΗΣ ΑΥΤΟΚΡΑΤΕΙΡΑΣ ΦΡΕΙΔΕΡΙΚΟΥ (1167, 145, 1317, 177)
masthead-ornament (632, 0, 767, 13)
signature: Χ. Δ. Ματθόπουλος (977, 740, 1096, 754)
ad-text: τῶν βιβλιοπωλικῶν Καταστημάτων Ἀναστασίου Δ. Φέξη ἐν Κορίνθῳ ἐγένετο ὁ κ. ΓΕΡΑΣΙΜΟΣ ΝΤΟΛΑΣ, πρὸς ὃν δέον ν᾽ ἀπευθύνωνται οἱ ζητοῦντες ἐκ τῶν ἐκδόσεων τοῦ καταστήματος ὑπὲρ τὰς 50 δραχμῶν βιβλία μὲ πίστωσιν. (874, 1411, 1096, 1547)
ad-text: Πρῴην γυμνασιάρχου καὶ γυμνασιαρχικοῦ ἐπιθεωρητοῦ (893, 1627, 1077, 1658)
ad-company: ΕΤΑΙΡΙΑ ΟΙΚΟΠΟΙΪΑΣ ΚΑΙ ΓΕΩΡΓΙΚΗΣ ΒΙΟΜΗΧΑΝΙΑΣ (689, 43, 1051, 58)
article-subheading: ΠΑΡΑΔΟΞΟΙ ΦΗΜΑΙ. — ΠΩΣ ΤΑΣ ΕΧΑΡΑΚΤΗΡΙΖΕΝ Ο κ. ΣΙΜΟΠΟΥΛΟΣ (1130, 818, 1354, 868)
article-paragraph: — Μόλις 25 δρ. κατὰ μῆνα. (141, 1670, 310, 1685)
column-4 (1115, 32, 1354, 2126)
ad-text: Κεντρικὴ Ἀποθήκη : ΟΔΟΣ ΕΥΠΟΛΙΔΟΣ ἀριθμὸς 12 (ἔναντι Δημαρχίας (628, 113, 1064, 126)
ad-text: Ἄρωμα λεπτόν. ΝΙΚΟΤΙΝΗ 1 μ. ὄ ν τ ο ς 0/0 ἀντὶ τῶν 4—5 τῶν κοινῶν καπνῶν (653, 188, 1088, 221)
article-paragraph: — Ἐδίδε πρὶν 100,000 δρ. καὶ τώρα τὰς ἔκαμεν ὁ κ. Μερκούρης 110,000. (126, 1708, 359, 1758)
article-paragraph: — Τί ἀπέγειναν τὰ ἔκθετα εἰς τὸν Πειραιᾶ; (126, 106, 359, 137)
article-paragraph: Παραδόξόταται φῆμαι κυκλοφοροῦσιν ἀπὸ τινῶν ἡμερῶν εἰς κύκλους τινὰς πολιτικούς. Οὕτω λέγεται, ὅτι ὁ κ. Σιμόπουλος μετὰ τοῦ κ. Καραπάνου ἀποχωροῦν τῆς Κυβερνήσεως, ὅτι ὁ κ. Θεοτόκης ἐνούμενος μετὰ τοῦ κ. Ζαΐμη θὰ καταρτίσῃ νέον Ὑπουργεῖον, προσλαμβάνοντος καὶ τὸ χαρτοφυλάκιον τῶν Οἰκονομικῶν τὸν κ. Νέγρην. (1115, 872, 1354, 1066)
ad-text: Εἰδοποιεῖ τὴν ἀξιότιμον πελατείαν του ὅτι μετέφερε τὴν κατοικίαν του εἰς τὴν Ὁδὸν Ἀθηναΐδος ἀριθ. 8 ὄπισθεν τῆς Ἁγίας Εἰρήνης, ἔνθα δέχεται ἐκάστην ἡμέραν τὰς ὥρας 10—12 π. μ. καὶ 4—6 μ. μ. (874, 1768, 1096, 1888)
ad-text: Παράρτημα : ΟΔΟΣ ΣΤΑΔΙΟΥ : παρὰ καφενεῖον Ζαχαράτου (680, 132, 1045, 146)
column-rule (364, 29, 365, 2131)
article-subheading: Πῶς προῆλθεν—Τί λέγει ὁ κ. Πεζόπουλος (646, 617, 847, 650)
ad-text: Ἀξιότιμε κ. Ἰωάννη Γαβριηλάκη, κατόπιν τῆς ὑμετέρας ἐντολῆς, μετέβημεν παρὰ τῷ κ. Φ. Χάτζη πρὸς διακανόνισιν τῆς μεταξὺ ἡμῶν ἐριδος. Οὗτος παρέπεμψεν ἡμᾶς πρὸς τοὺς κ. κ. Τουρζήν καὶ Δ. Ἀσημακόπουλον ὡς ἐκπροσώπους αὐτοῦ, οἵτινες συνητήθησαν μεθ᾽ ἡμῶν ἐν τῷ ταχυδρομικῷ οἰκίσκῳ. Εὑρισκόμεθα, ὅμως, ἀξιότιμε κύριε, εἰς τὴν δυσάρεστον θέσιν νὰ σᾶς πληροφορήσωμεν, ὅτι ἡ ὑμετέρα τοῦ ἀντιπάλου ἐπιμονή ἔφερε τὴν ματαίωσιν τῶν διαπραγματεύσεων. (874, 264, 1096, 505)
article-paragraph: Ὁ κ. Τσαμάδος ἀνεκοίνωσε πρὸς τὸν κ. Ἀναστασόπουλον ὅτι ὁ κ. Μουρούζης θὰ ἀποφυλακισθῇ σήμερον, ἀφοῦ ἐπλήρωσε τὰ ἐκ τῆς ἀποφάσεως ὀφειλόμενα. (1115, 1781, 1354, 1868)
